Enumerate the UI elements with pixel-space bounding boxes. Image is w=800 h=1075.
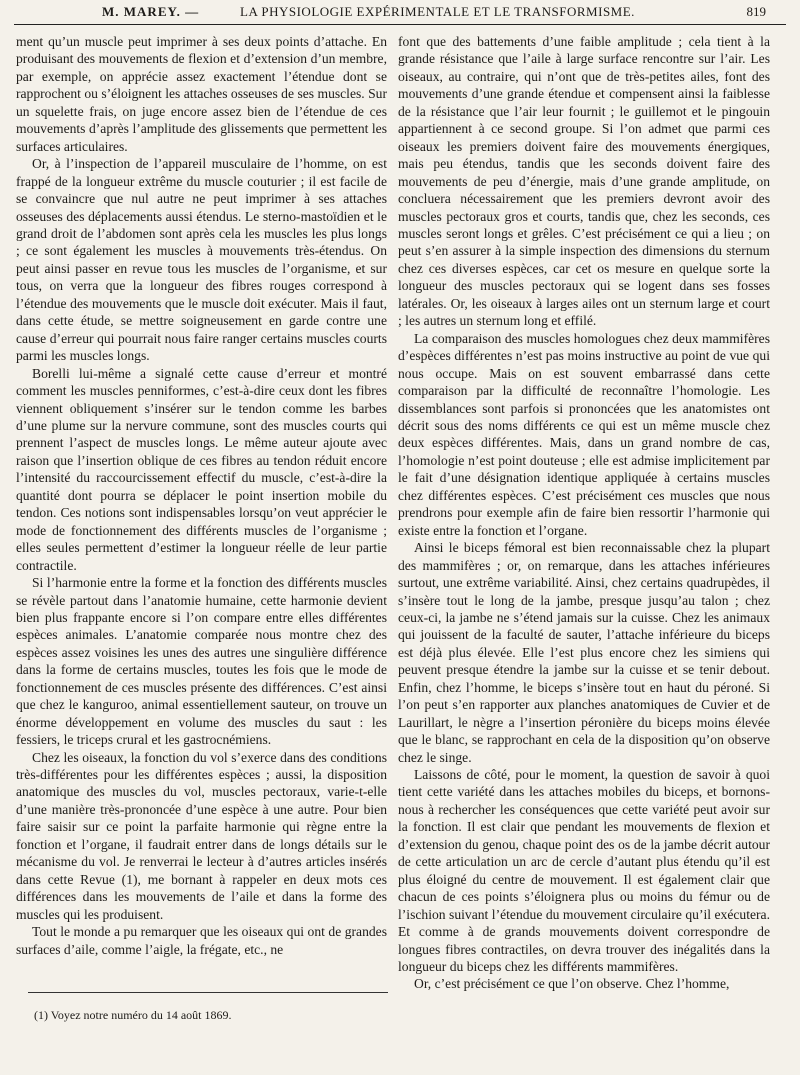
- page-number: 819: [746, 4, 766, 19]
- paragraph: La comparaison des muscles homologues chez deux mammifères d’espèces différentes n’est pas moins instructive au point de vue qui nous occupe. Mais on est souvent embarrassé dans cette comparaison par la difficulté de reconnaître l’homologie. Les dissemblances sont parfois si prononcées que les anatomistes ont décrit sous des noms différents ce qui est un même muscle chez deux espèces différentes. Mais, dans un grand nombre de cas, l’homologie n’est point douteuse ; elle est admise implicitement par le fait d’une désignation identique appliquée à certains muscles chez différentes espèces. C’est précisément ces muscles que nous prendrons pour exemple afin de faire bien ressortir l’harmonie qui existe entre la fonction et l’organe.: [398, 330, 770, 538]
- left-column: [16, 33, 387, 958]
- paragraph: Laissons de côté, pour le moment, la question de savoir à quoi tient cette variété dans les attaches mobiles du biceps, et bornons-nous à rechercher les conséquences que cette variété peut avoir sur la fonction. Il est clair que pendant les mouvements de flexion et d’extension du genou, chaque point des os de la jambe décrit autour de cette articulation un arc de cercle d’autant plus étendu qu’il est plus éloigné du centre de mouvement. Il est également clair que chacun de ces points s’éloignera plus ou moins du fémur ou de l’ischion suivant l’étendue du mouvement circulaire qu’il exécutera. Et comme à de grands mouvements doivent correspondre de longues fibres contractiles, on devra trouver des inégalités dans la longueur du biceps chez les différents mammifères.: [398, 767, 770, 975]
- right-column: [398, 33, 770, 993]
- paragraph: ment qu’un muscle peut imprimer à ses deux points d’attache. En produisant des mouvements de flexion et d’extension d’un membre, par exemple, on apprécie assez exactement l’étendue dont se rapprochent ou s’éloignent les attaches osseuses de ses muscles. Sur un squelette frais, on juge encore assez bien de l’étendue de ces mouvements d’après l’amplitude des glissements que permettent les surfaces articulaires.: [16, 34, 387, 154]
- paragraph: Chez les oiseaux, la fonction du vol s’exerce dans des conditions très-différentes pour les différentes espèces ; aussi, la disposition anatomique des muscles du vol, muscles pectoraux, varie-t-elle d’une manière très-prononcée d’une espèce à une autre. Pour bien faire saisir sur ce point la parfaite harmonie qui règne entre la fonction et l’organe, il faudrait entrer dans de longs détails sur le mécanisme du vol. Je renverrai le lecteur à d’autres articles insérés dans cette Revue (1), me bornant à rappeler en deux mots ces différences dans les mouvements de l’aile et dans la forme des muscles qui les produisent.: [16, 749, 387, 922]
- paragraph: Si l’harmonie entre la forme et la fonction des différents muscles se révèle partout dans l’anatomie humaine, cette harmonie devient bien plus frappante encore si l’on compare entre elles différentes espèces animales. L’anatomie comparée nous montre chez des espèces assez voisines les unes des autres une singulière différence dans la forme de certains muscles, toutes les fois que le mode de fonctionnement de ces muscles présente des différences. C’est ainsi que chez le kanguroo, animal essentiellement sauteur, on trouve un énorme développement en volume des muscles du saut : les fessiers, le triceps crural et les gastrocnémiens.: [16, 575, 387, 748]
- paragraph: Or, c’est précisément ce que l’on observe. Chez l’homme,: [414, 976, 730, 992]
- paragraph: Ainsi le biceps fémoral est bien reconnaissable chez la plupart des mammifères ; or, on remarque, dans les attaches inférieures surtout, une extrême variabilité. Ainsi, chez certains quadrupèdes, il s’insère tout le long de la jambe, presque jusqu’au talon ; chez ceux-ci, la jambe ne s’étend jamais sur la cuisse. Chez les animaux qui jouissent de la faculté de sauter, l’attache inférieure du biceps est déjà plus élevée. Elle l’est plus encore chez les simiens qui peuvent presque étendre la jambe sur la cuisse et se tenir debout. Enfin, chez l’homme, le biceps s’insère tout en haut du péroné. Si l’on peut s’en rapporter aux planches anatomiques de Cuvier et de Laurillart, le nègre a l’insertion péronière du biceps moins élevée que le blanc, se rapprochant en cela de la disposition qu’on observe chez le singe.: [398, 540, 770, 765]
- running-header: [14, 0, 786, 25]
- paragraph: font que des battements d’une faible amplitude ; cela tient à la grande résistance que l’aile à large surface rencontre sur l’air. Les oiseaux, au contraire, qui n’ont que de très-petites ailes, font des mouvements d’une grande étendue et compensent ainsi la faiblesse de la résistance que l’air leur fournit ; le guillemot et le pingouin appartiennent à ce second groupe. Si l’on admet que parmi ces oiseaux les premiers doivent faire des mouvements énergiques, mais peu étendus, tandis que les seconds doivent faire des mouvements de peu d’énergie, mais d’une grande amplitude, on concluera nécessairement que les premiers devront avoir des muscles pectoraux gros et courts, tandis que, chez les seconds, ces muscles seront longs et grêles. C’est précisément ce qui a lieu ; on peut s’en assurer à la simple inspection des dimensions du sternum chez ces diverses espèces, car cet os mesure en quelque sorte la longueur des muscles pectoraux qui se logent dans ses fosses latérales. Or, les oiseaux à larges ailes ont un sternum large et court ; les autres un sternum long et effilé.: [398, 34, 770, 329]
- header-author: M. MAREY. —: [102, 4, 200, 19]
- header-title: LA PHYSIOLOGIE EXPÉRIMENTALE ET LE TRANSFORMISME.: [240, 4, 635, 19]
- paragraph: Borelli lui-même a signalé cette cause d’erreur et montré comment les muscles penniformes, c’est-à-dire ceux dont les fibres viennent obliquement s’insérer sur le tendon comme les barbes d’une plume sur la nervure commune, sont des muscles courts qui prennent l’aspect de muscles longs. Le même auteur ajoute avec raison que l’insertion oblique de ces fibres au tendon réduit encore l’intensité du raccourcissement effectif du muscle, c’est-à-dire la quantité dont pourra se déplacer le point insertion mobile du tendon. Ces notions sont indispensables lorsqu’on veut apprécier le mode de fonctionnement des différents muscles de l’organisme ; elles seules permettent d’estimer la longueur réelle de leur partie contractile.: [16, 365, 387, 573]
- footnote: (1) Voyez notre numéro du 14 août 1869.: [34, 1008, 232, 1022]
- footnote-rule: [28, 992, 388, 993]
- paragraph: Tout le monde a pu remarquer que les oiseaux qui ont de grandes surfaces d’aile, comme l’aigle, la frégate, etc., ne: [16, 924, 387, 957]
- paragraph: Or, à l’inspection de l’appareil musculaire de l’homme, on est frappé de la longueur extrême du muscle couturier ; il est facile de se convaincre que nul autre ne peut imprimer à ses attaches osseuses des déplacements aussi étendus. Le sterno-mastoïdien et le grand droit de l’abdomen sont après cela les muscles les plus longs ; ce sont également les muscles à mouvements très-étendus. On peut ainsi passer en revue tous les muscles de l’organisme, et sur tous, on verra que la longueur des fibres rouges correspond à l’étendue des mouvements que le muscle doit exécuter. Mais il faut, dans cette étude, se mettre soigneusement en garde contre une cause d’erreur qui pourrait nous faire ranger certains muscles courts parmi les muscles longs.: [16, 156, 387, 364]
